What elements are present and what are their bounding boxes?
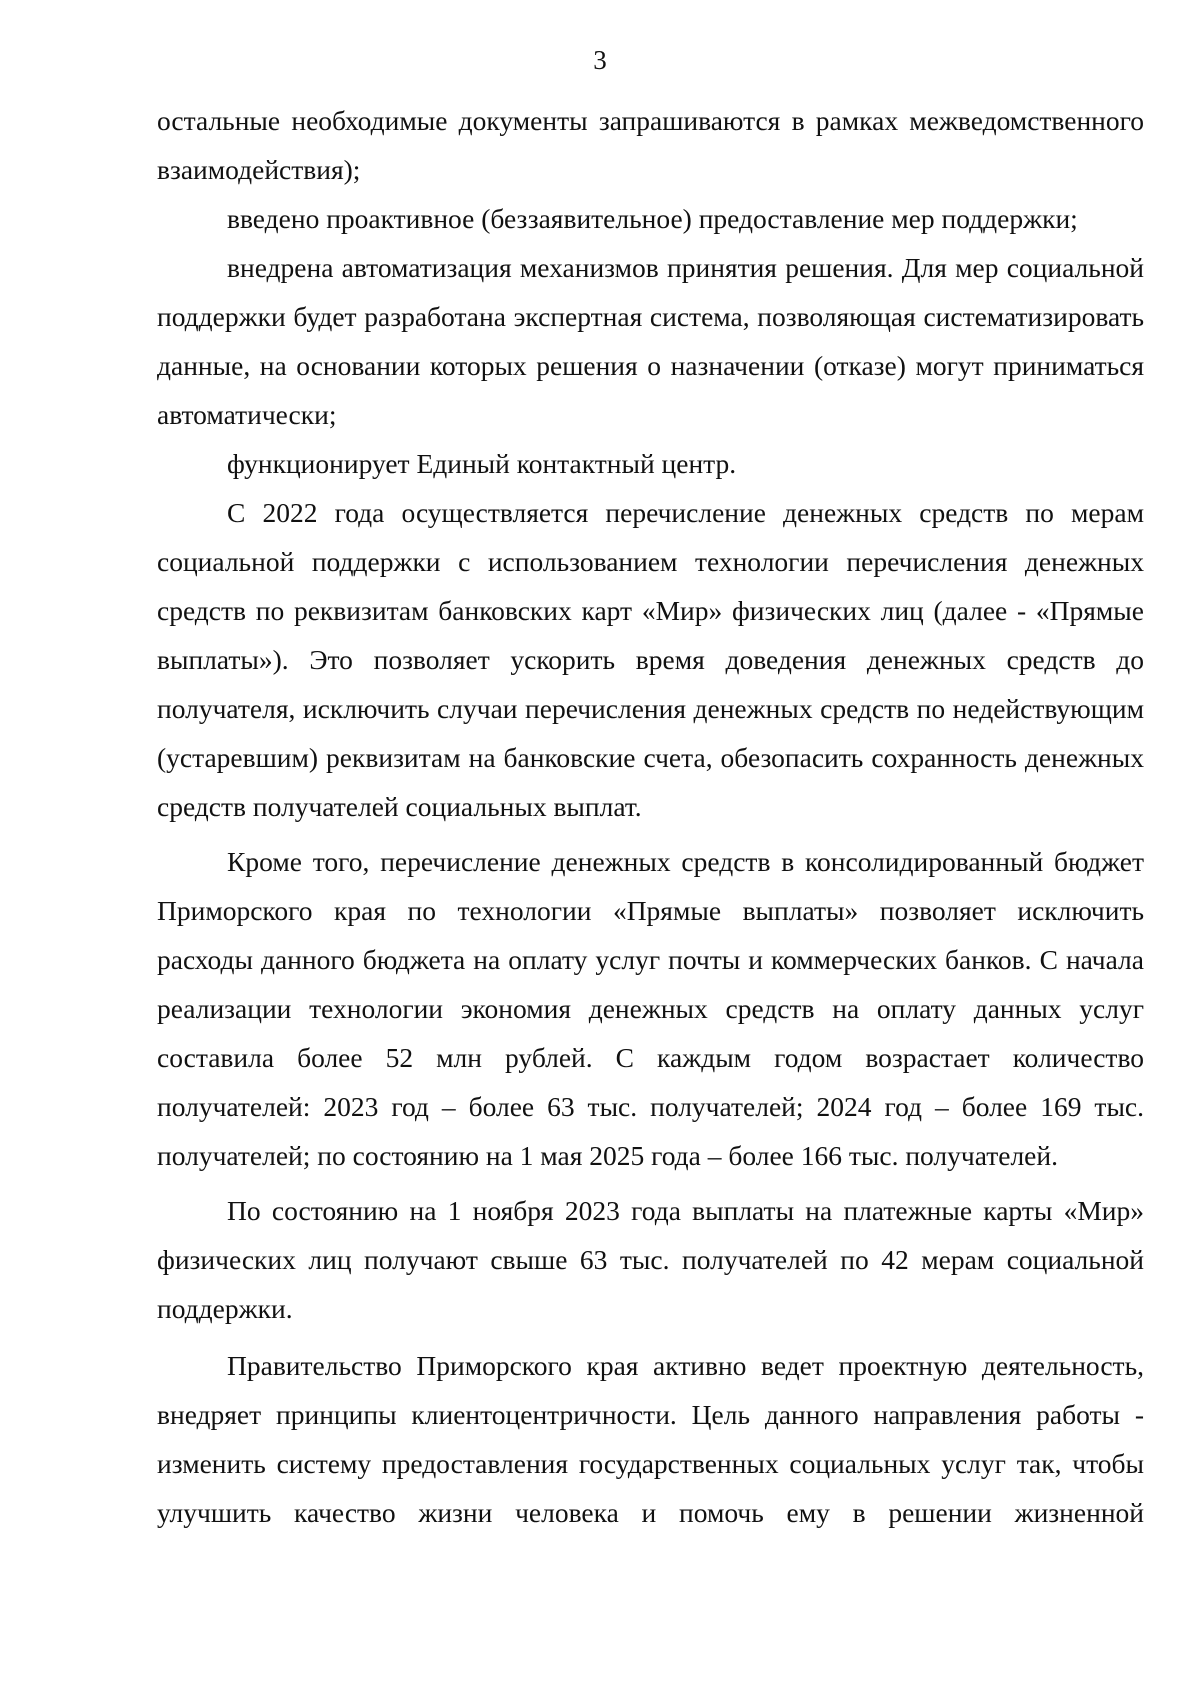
document-body xyxy=(157,96,1144,1537)
paragraph-continuation: остальные необходимые документы запрашиваются в рамках межведомственного взаимодействия); xyxy=(157,105,1144,185)
paragraph-contact-center: функционирует Единый контактный центр. xyxy=(227,448,737,479)
paragraph-budget-savings: Кроме того, перечисление денежных средств в консолидированный бюджет Приморского края по технологии «Прямые выплаты» позволяет исключить расходы данного бюджета на оплату услуг почты и коммерческих банков. С начала реализации технологии экономия денежных средств на оплату данных услуг составила более 52 млн рублей. С каждым годом возрастает количество получателей: 2023 год – более 63 тыс. получателей; 2024 год – более 169 тыс. получателей; по состоянию на 1 мая 2025 года – более 166 тыс. получателей. xyxy=(157,846,1144,1171)
paragraph-automation: внедрена автоматизация механизмов принятия решения. Для мер социальной поддержки будет разработана экспертная система, позволяющая систематизировать данные, на основании которых решения о назначении (отказе) могут приниматься автоматически; xyxy=(157,252,1144,430)
paragraph-mir-cards: По состоянию на 1 ноября 2023 года выплаты на платежные карты «Мир» физических лиц получают свыше 63 тыс. получателей по 42 мерам социальной поддержки. xyxy=(157,1195,1144,1324)
paragraph-direct-payments: С 2022 года осуществляется перечисление денежных средств по мерам социальной поддержки с использованием технологии перечисления денежных средств по реквизитам банковских карт «Мир» физических лиц (далее - «Прямые выплаты»). Это позволяет ускорить время доведения денежных средств до получателя, исключить случаи перечисления денежных средств по недействующим (устаревшим) реквизитам на банковские счета, обезопасить сохранность денежных средств получателей социальных выплат. xyxy=(157,497,1144,822)
paragraph-proactive-support: введено проактивное (беззаявительное) предоставление мер поддержки; xyxy=(227,203,1078,234)
page-number: 3 xyxy=(593,45,607,75)
paragraph-project-activity: Правительство Приморского края активно ведет проектную деятельность, внедряет принципы клиентоцентричности. Цель данного направления работы - изменить систему предоставления государственных социальных услуг так, чтобы улучшить качество жизни человека и помочь ему в решении жизненной xyxy=(157,1350,1144,1528)
